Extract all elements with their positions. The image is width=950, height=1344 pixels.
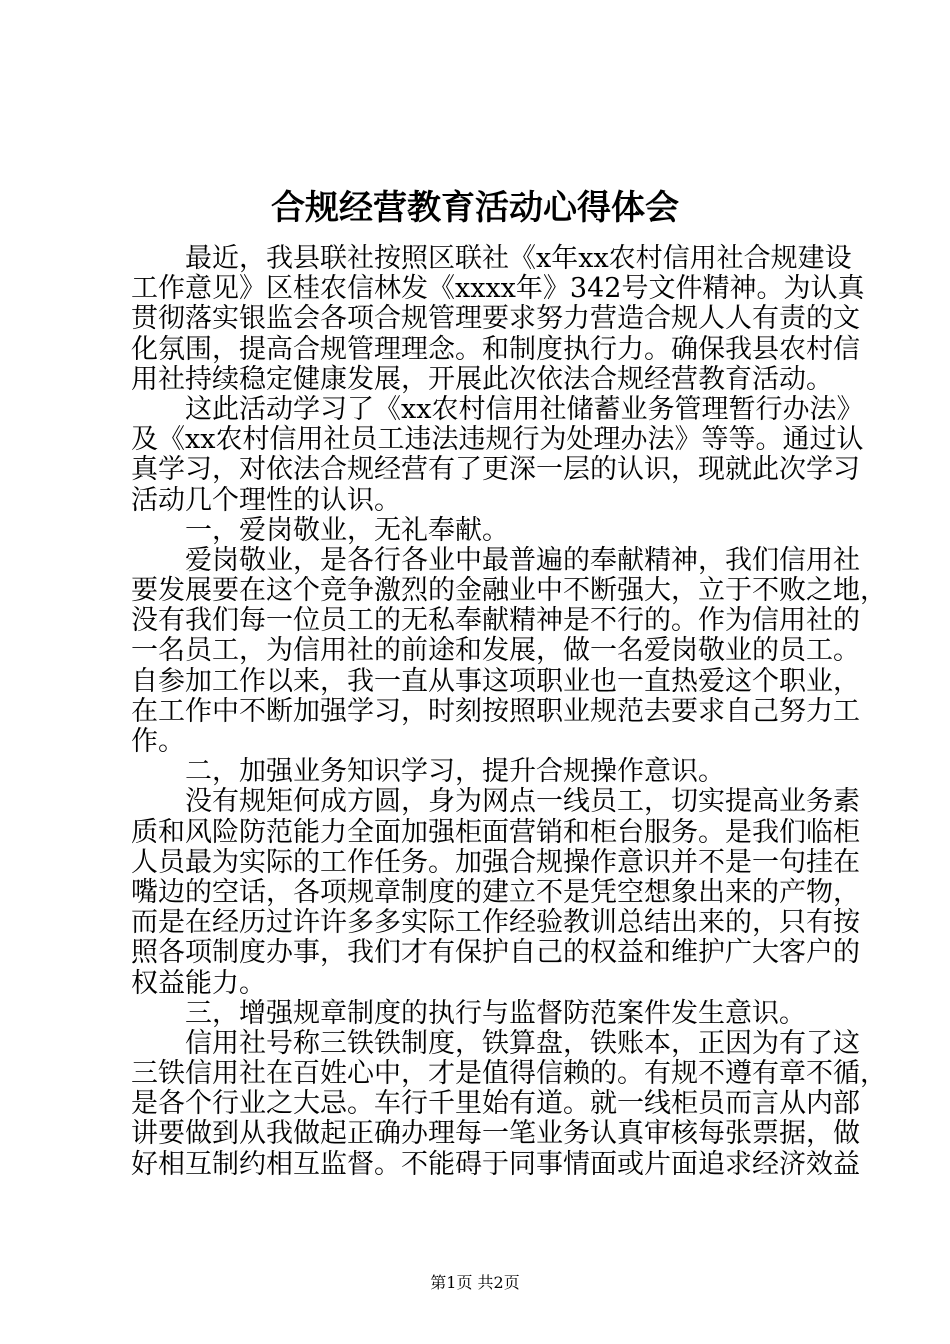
text-line: 工作意见》区桂农信林发《xxxx年》342号文件精神。为认真 — [131, 273, 865, 305]
text-line: 一，爱岗敬业，无礼奉献。 — [185, 514, 509, 546]
document-title: 合规经营教育活动心得体会 — [271, 188, 679, 228]
text-line: 而是在经历过许许多多实际工作经验教训总结出来的，只有按 — [131, 907, 860, 939]
text-line: 化氛围，提高合规管理理念。和制度执行力。确保我县农村信 — [131, 333, 860, 365]
paragraph — [131, 393, 864, 516]
text-line: 好相互制约相互监督。不能碍于同事情面或片面追求经济效益 — [131, 1148, 860, 1180]
text-line: 贯彻落实银监会各项合规管理要求努力营造合规人人有责的文 — [131, 303, 860, 335]
paragraph — [131, 544, 887, 757]
paragraph — [131, 757, 831, 787]
paragraph — [131, 999, 831, 1029]
paragraph — [131, 243, 865, 395]
document-body — [131, 243, 887, 1180]
text-line: 一名员工，为信用社的前途和发展，做一名爱岗敬业的员工。 — [131, 635, 860, 667]
text-line: 爱岗敬业，是各行各业中最普遍的奉献精神，我们信用社 — [185, 544, 860, 576]
text-line: 照各项制度办事，我们才有保护自己的权益和维护广大客户的 — [131, 937, 860, 969]
text-line: 三，增强规章制度的执行与监督防范案件发生意识。 — [185, 997, 806, 1029]
text-line: 真学习，对依法合规经营有了更深一层的认识，现就此次学习 — [131, 454, 860, 486]
text-line: 讲要做到从我做起正确办理每一笔业务认真审核每张票据，做 — [131, 1118, 860, 1150]
text-line: 活动几个理性的认识。 — [131, 484, 401, 516]
text-line: 及《xx农村信用社员工违法违规行为处理办法》等等。通过认 — [131, 424, 864, 456]
text-line: 这此活动学习了《xx农村信用社储蓄业务管理暂行办法》 — [185, 393, 864, 425]
text-line: 二，加强业务知识学习，提升合规操作意识。 — [185, 756, 725, 788]
text-line: 最近，我县联社按照区联社《x年xx农村信用社合规建设 — [185, 243, 852, 274]
text-line: 自参加工作以来，我一直从事这项职业也一直热爱这个职业， — [131, 665, 860, 697]
text-line: 嘴边的空话，各项规章制度的建立不是凭空想象出来的产物， — [131, 876, 860, 908]
text-line: 作。 — [131, 726, 185, 757]
text-line: 没有我们每一位员工的无私奉献精神是不行的。作为信用社的 — [131, 605, 860, 637]
paragraph — [131, 786, 860, 999]
text-line: 人员最为实际的工作任务。加强合规操作意识并不是一句挂在 — [131, 846, 860, 878]
text-line: 在工作中不断加强学习，时刻按照职业规范去要求自己努力工 — [131, 695, 860, 727]
text-line: 是各个行业之大忌。车行千里始有道。就一线柜员而言从内部 — [131, 1088, 860, 1120]
text-line: 质和风险防范能力全面加强柜面营销和柜台服务。是我们临柜 — [131, 816, 860, 848]
paragraph — [131, 1027, 887, 1180]
paragraph — [131, 516, 831, 546]
text-line: 要发展要在这个竞争激烈的金融业中不断强大，立于不败之地， — [131, 575, 887, 607]
text-line: 信用社号称三铁铁制度，铁算盘，铁账本，正因为有了这 — [185, 1027, 860, 1059]
page-footer: 第1页 共2页 — [430, 1273, 520, 1292]
text-line: 用社持续稳定健康发展，开展此次依法合规经营教育活动。 — [131, 363, 833, 395]
text-line: 没有规矩何成方圆，身为网点一线员工，切实提高业务素 — [185, 786, 860, 818]
text-line: 三铁信用社在百姓心中，才是值得信赖的。有规不遵有章不循， — [131, 1058, 887, 1090]
text-line: 权益能力。 — [131, 967, 266, 999]
